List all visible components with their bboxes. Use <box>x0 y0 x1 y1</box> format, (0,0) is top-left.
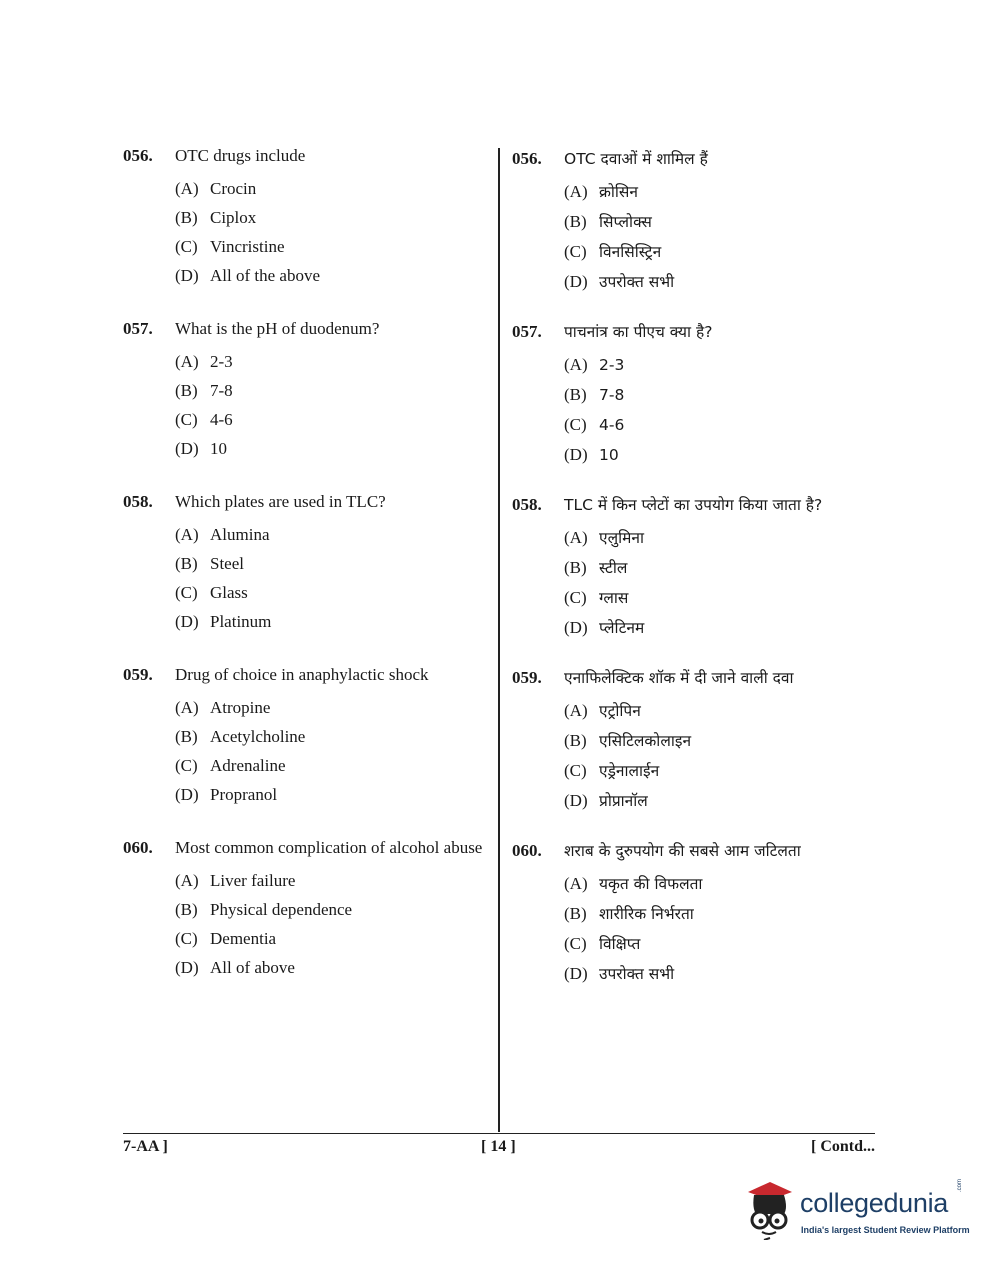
option-text: Glass <box>210 583 248 602</box>
option-text: 2-3 <box>599 356 625 374</box>
option-text: 7-8 <box>599 386 625 404</box>
question-block <box>512 321 872 494</box>
option-label: (C) <box>564 415 587 434</box>
question-number: 056. <box>123 146 153 165</box>
option-item <box>564 756 872 786</box>
question-text: एनाफिलेक्टिक शॉक में दी जाने वाली दवा <box>564 669 794 687</box>
option-text: Adrenaline <box>210 756 286 775</box>
option-text: Crocin <box>210 179 257 198</box>
option-item <box>175 924 493 953</box>
question-line <box>512 494 872 516</box>
option-label: (B) <box>175 381 198 400</box>
footer-booklet-code: 7-AA ] <box>123 1138 168 1155</box>
question-number: 059. <box>512 668 542 687</box>
option-label: (C) <box>564 588 587 607</box>
option-item <box>564 553 872 583</box>
question-number: 058. <box>512 495 542 514</box>
option-label: (D) <box>175 266 199 285</box>
option-item <box>175 232 493 261</box>
option-text: Platinum <box>210 612 272 631</box>
option-item <box>564 869 872 899</box>
question-number: 057. <box>123 319 153 338</box>
option-text: Acetylcholine <box>210 727 306 746</box>
option-text: एड्रेनालाईन <box>599 762 660 780</box>
option-label: (D) <box>564 272 588 291</box>
question-line <box>512 840 872 862</box>
option-label: (A) <box>175 871 199 890</box>
option-text: 10 <box>599 446 619 464</box>
question-number: 056. <box>512 149 542 168</box>
option-label: (C) <box>175 410 198 429</box>
options-list <box>175 520 493 636</box>
options-list <box>564 523 872 643</box>
question-line <box>512 148 872 170</box>
footer-rule <box>123 1133 875 1134</box>
option-label: (C) <box>564 242 587 261</box>
question-block <box>123 145 493 318</box>
hindi-column <box>512 148 872 1013</box>
footer-page-number: [ 14 ] <box>481 1138 516 1155</box>
option-label: (B) <box>564 212 587 231</box>
option-item <box>564 726 872 756</box>
option-label: (B) <box>564 904 587 923</box>
option-label: (D) <box>175 958 199 977</box>
option-text: एसिटिलकोलाइन <box>599 732 692 750</box>
option-item <box>175 549 493 578</box>
option-label: (A) <box>175 179 199 198</box>
question-text: What is the pH of duodenum? <box>175 319 380 338</box>
option-label: (D) <box>564 791 588 810</box>
option-item <box>175 953 493 982</box>
option-item <box>564 959 872 989</box>
english-column <box>123 145 493 1010</box>
option-label: (C) <box>175 583 198 602</box>
question-line <box>512 321 872 343</box>
column-divider <box>498 148 500 1132</box>
option-text: यकृत की विफलता <box>599 875 703 893</box>
option-item <box>564 696 872 726</box>
option-label: (B) <box>175 727 198 746</box>
question-block <box>123 837 493 1010</box>
option-label: (C) <box>564 761 587 780</box>
question-text: Most common complication of alcohol abuse <box>175 838 483 857</box>
option-text: विनसिस्ट्रिन <box>599 243 662 261</box>
question-text: शराब के दुरुपयोग की सबसे आम जटिलता <box>564 842 801 860</box>
option-item <box>175 780 493 809</box>
option-item <box>175 174 493 203</box>
option-label: (D) <box>564 445 588 464</box>
option-text: Ciplox <box>210 208 257 227</box>
option-item <box>175 693 493 722</box>
question-number: 058. <box>123 492 153 511</box>
options-list <box>564 350 872 470</box>
option-item <box>564 410 872 440</box>
question-text: पाचनांत्र का पीएच क्या है? <box>564 323 713 341</box>
question-line <box>123 145 493 167</box>
option-label: (D) <box>564 618 588 637</box>
brand-tagline: India's largest Student Review Platform <box>801 1225 970 1235</box>
option-label: (A) <box>564 355 588 374</box>
option-item <box>175 578 493 607</box>
option-item <box>564 523 872 553</box>
option-label: (A) <box>175 698 199 717</box>
option-label: (A) <box>564 528 588 547</box>
option-label: (A) <box>564 874 588 893</box>
option-label: (C) <box>175 756 198 775</box>
option-text: Physical dependence <box>210 900 353 919</box>
option-text: All of the above <box>210 266 320 285</box>
option-label: (C) <box>175 237 198 256</box>
question-text: OTC drugs include <box>175 146 306 165</box>
options-list <box>564 869 872 989</box>
option-text: Atropine <box>210 698 271 717</box>
option-item <box>175 405 493 434</box>
option-label: (D) <box>175 785 199 804</box>
option-label: (A) <box>175 352 199 371</box>
option-label: (D) <box>175 612 199 631</box>
option-text: Propranol <box>210 785 278 804</box>
footer-continued: [ Contd... <box>810 1138 875 1155</box>
option-text: प्लेटिनम <box>599 619 645 637</box>
option-text: विक्षिप्त <box>599 935 641 953</box>
option-text: 4-6 <box>599 416 625 434</box>
question-text: Drug of choice in anaphylactic shock <box>175 665 429 684</box>
option-item <box>564 899 872 929</box>
options-list <box>175 866 493 982</box>
option-item <box>175 347 493 376</box>
option-item <box>175 866 493 895</box>
question-block <box>512 494 872 667</box>
question-text: Which plates are used in TLC? <box>175 492 386 511</box>
option-item <box>175 722 493 751</box>
option-item <box>175 895 493 924</box>
option-item <box>564 440 872 470</box>
option-text: 4-6 <box>210 410 233 429</box>
question-block <box>123 491 493 664</box>
option-text: क्रोसिन <box>599 183 639 201</box>
options-list <box>175 693 493 809</box>
option-label: (B) <box>564 731 587 750</box>
question-block <box>512 667 872 840</box>
question-block <box>123 664 493 837</box>
question-line <box>512 667 872 689</box>
question-line <box>123 664 493 686</box>
option-text: Alumina <box>210 525 270 544</box>
question-number: 060. <box>512 841 542 860</box>
option-label: (D) <box>564 964 588 983</box>
option-text: स्टील <box>599 559 628 577</box>
brand-name: collegedunia <box>800 1188 949 1218</box>
option-item <box>175 376 493 405</box>
option-text: शारीरिक निर्भरता <box>599 905 694 923</box>
options-list <box>564 696 872 816</box>
option-item <box>564 350 872 380</box>
option-item <box>564 583 872 613</box>
option-text: 10 <box>210 439 227 458</box>
question-text: OTC दवाओं में शामिल हैं <box>564 150 708 168</box>
option-text: 7-8 <box>210 381 233 400</box>
option-label: (C) <box>175 929 198 948</box>
option-label: (A) <box>564 701 588 720</box>
option-text: प्रोप्रानॉल <box>599 792 648 810</box>
option-label: (D) <box>175 439 199 458</box>
question-number: 059. <box>123 665 153 684</box>
options-list <box>564 177 872 297</box>
option-text: एट्रोपिन <box>599 702 641 720</box>
option-text: ग्लास <box>599 589 629 607</box>
option-item <box>564 786 872 816</box>
option-item <box>564 267 872 297</box>
option-label: (B) <box>564 385 587 404</box>
mascot-logo-icon <box>740 1178 798 1240</box>
option-label: (C) <box>564 934 587 953</box>
option-text: एलुमिना <box>599 529 644 547</box>
option-label: (B) <box>564 558 587 577</box>
option-item <box>175 520 493 549</box>
brand-tld: .com <box>957 1178 963 1192</box>
option-label: (B) <box>175 554 198 573</box>
option-item <box>564 207 872 237</box>
question-number: 060. <box>123 838 153 857</box>
option-text: उपरोक्त सभी <box>599 273 675 291</box>
option-item <box>175 261 493 290</box>
question-number: 057. <box>512 322 542 341</box>
question-line <box>123 491 493 513</box>
option-item <box>564 237 872 267</box>
option-text: 2-3 <box>210 352 233 371</box>
option-text: उपरोक्त सभी <box>599 965 675 983</box>
option-text: All of above <box>210 958 295 977</box>
option-text: सिप्लोक्स <box>599 213 652 231</box>
option-label: (B) <box>175 208 198 227</box>
question-block <box>512 840 872 1013</box>
option-item <box>564 929 872 959</box>
option-text: Vincristine <box>210 237 285 256</box>
option-item <box>564 380 872 410</box>
option-item <box>175 434 493 463</box>
question-block <box>512 148 872 321</box>
option-item <box>564 613 872 643</box>
question-line <box>123 837 493 859</box>
options-list <box>175 347 493 463</box>
option-text: Steel <box>210 554 244 573</box>
question-text: TLC में किन प्लेटों का उपयोग किया जाता है? <box>564 496 823 514</box>
option-text: Dementia <box>210 929 277 948</box>
collegedunia-watermark <box>740 1178 970 1248</box>
option-label: (A) <box>564 182 588 201</box>
option-label: (A) <box>175 525 199 544</box>
option-item <box>564 177 872 207</box>
options-list <box>175 174 493 290</box>
question-block <box>123 318 493 491</box>
question-line <box>123 318 493 340</box>
option-item <box>175 607 493 636</box>
option-text: Liver failure <box>210 871 296 890</box>
option-item <box>175 203 493 232</box>
option-item <box>175 751 493 780</box>
option-label: (B) <box>175 900 198 919</box>
